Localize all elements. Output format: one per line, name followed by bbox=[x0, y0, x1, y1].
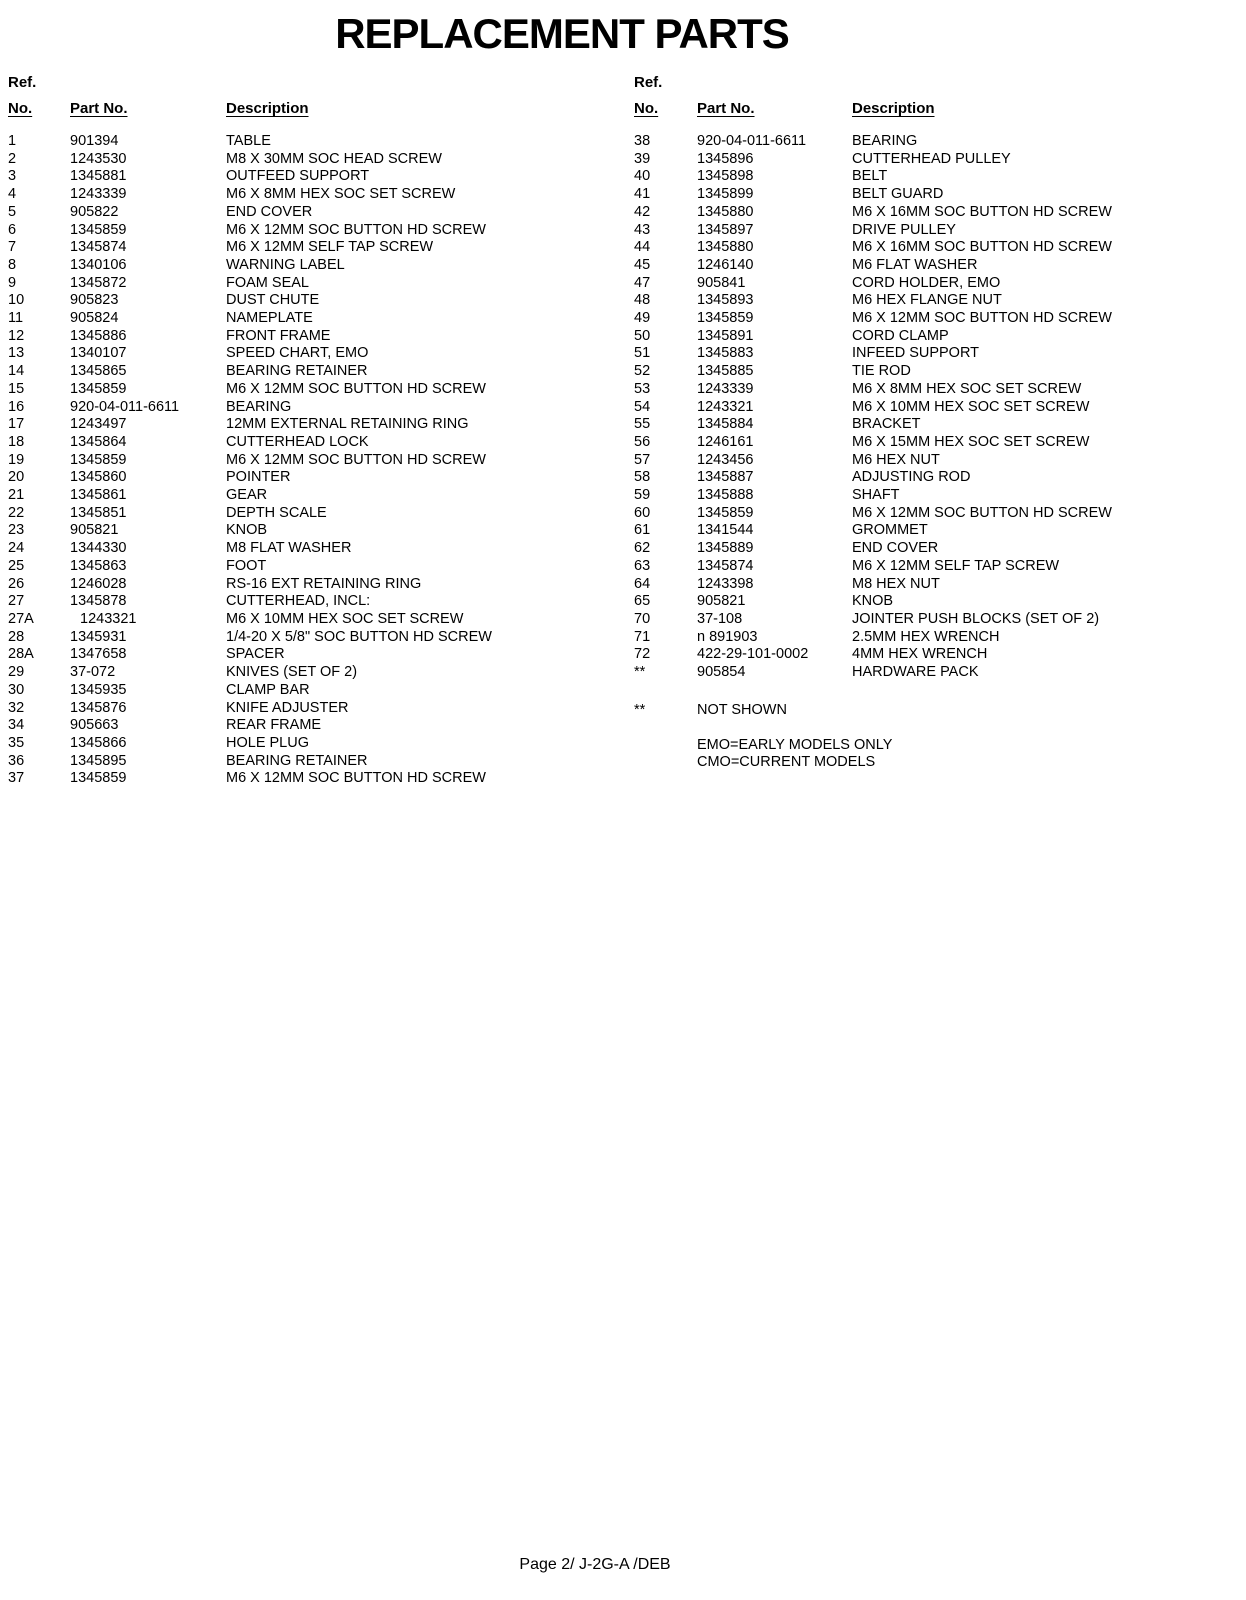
part-no-cell: 901394 bbox=[70, 133, 119, 149]
description-cell: HARDWARE PACK bbox=[852, 664, 979, 681]
ref-no-cell: 56 bbox=[634, 433, 651, 450]
description-cell: FRONT FRAME bbox=[226, 327, 331, 344]
part-no-cell: 1345897 bbox=[697, 221, 754, 238]
description-cell: WARNING LABEL bbox=[226, 256, 345, 273]
ref-no-cell: 7 bbox=[8, 239, 17, 256]
part-no-cell: 1345893 bbox=[697, 292, 754, 309]
column-header-description: Description bbox=[852, 100, 935, 117]
table-row bbox=[634, 239, 1242, 257]
part-no-cell: 1345880 bbox=[697, 203, 754, 220]
part-no-cell: 1345895 bbox=[70, 752, 127, 769]
ref-no-cell: 42 bbox=[634, 203, 651, 220]
table-row bbox=[634, 292, 1242, 310]
description-cell: HOLE PLUG bbox=[226, 734, 309, 751]
table-row bbox=[634, 664, 1242, 682]
description-cell: GROMMET bbox=[852, 522, 928, 539]
ref-no-cell: 16 bbox=[8, 398, 25, 415]
description-cell: BEARING bbox=[226, 398, 292, 415]
table-row bbox=[634, 151, 1242, 169]
table-row bbox=[634, 469, 1242, 487]
table-row bbox=[8, 664, 623, 682]
table-row bbox=[8, 469, 623, 487]
table-row bbox=[8, 328, 623, 346]
table-row bbox=[8, 151, 623, 169]
part-no-cell: 1345876 bbox=[70, 699, 127, 716]
table-row bbox=[8, 682, 623, 700]
part-no-cell: 905822 bbox=[70, 203, 119, 220]
description-cell: M6 X 12MM SOC BUTTON HD SCREW bbox=[226, 221, 486, 238]
description-cell: NAMEPLATE bbox=[226, 310, 313, 327]
table-row bbox=[634, 576, 1242, 594]
description-cell: M6 X 12MM SOC BUTTON HD SCREW bbox=[226, 380, 486, 397]
page-title: REPLACEMENT PARTS bbox=[335, 10, 789, 57]
part-no-cell: 1345860 bbox=[70, 469, 127, 486]
table-row bbox=[8, 717, 623, 735]
table-row bbox=[8, 416, 623, 434]
ref-no-cell: 71 bbox=[634, 628, 651, 645]
table-row bbox=[8, 611, 623, 629]
table-row bbox=[8, 576, 623, 594]
description-cell: FOOT bbox=[226, 557, 267, 574]
ref-no-cell: 48 bbox=[634, 292, 651, 309]
part-no-cell: 1345935 bbox=[70, 681, 127, 698]
table-row bbox=[634, 328, 1242, 346]
part-no-cell: 905821 bbox=[70, 522, 119, 539]
ref-no-cell: 2 bbox=[8, 150, 17, 167]
part-no-cell: 905823 bbox=[70, 292, 119, 309]
description-cell: ADJUSTING ROD bbox=[852, 469, 971, 486]
table-header-row bbox=[634, 100, 1242, 130]
description-cell: KNIVES (SET OF 2) bbox=[226, 664, 358, 681]
part-no-cell: 1243497 bbox=[70, 416, 127, 433]
ref-no-cell: 17 bbox=[8, 416, 25, 433]
description-cell: INFEED SUPPORT bbox=[852, 345, 980, 362]
description-cell: KNIFE ADJUSTER bbox=[226, 699, 349, 716]
ref-no-cell: 22 bbox=[8, 504, 25, 521]
ref-no-cell: 12 bbox=[8, 327, 25, 344]
description-cell: BRACKET bbox=[852, 416, 921, 433]
description-cell: DRIVE PULLEY bbox=[852, 221, 956, 238]
ref-no-cell: 21 bbox=[8, 487, 25, 504]
ref-no-cell: 61 bbox=[634, 522, 651, 539]
description-cell: 1/4-20 X 5/8" SOC BUTTON HD SCREW bbox=[226, 628, 492, 645]
description-cell: CUTTERHEAD, INCL: bbox=[226, 593, 371, 610]
table-row bbox=[634, 505, 1242, 523]
table-row bbox=[8, 487, 623, 505]
ref-no-cell: 49 bbox=[634, 310, 651, 327]
table-row bbox=[634, 310, 1242, 328]
ref-no-cell: 63 bbox=[634, 557, 651, 574]
table-row bbox=[8, 629, 623, 647]
description-cell: DUST CHUTE bbox=[226, 292, 320, 309]
table-row bbox=[8, 310, 623, 328]
table-row bbox=[8, 770, 623, 788]
table-row bbox=[8, 434, 623, 452]
ref-no-cell: 23 bbox=[8, 522, 25, 539]
table-row bbox=[8, 239, 623, 257]
part-no-cell: 920-04-011-6611 bbox=[70, 398, 180, 415]
parts-table-right bbox=[634, 74, 1242, 772]
column-header-part-no: Part No. bbox=[697, 100, 755, 117]
table-row bbox=[8, 646, 623, 664]
description-cell: 4MM HEX WRENCH bbox=[852, 646, 988, 663]
not-shown-label: NOT SHOWN bbox=[697, 701, 787, 718]
description-cell: M6 X 12MM SOC BUTTON HD SCREW bbox=[226, 451, 486, 468]
part-no-cell: 1243339 bbox=[697, 380, 754, 397]
description-cell: REAR FRAME bbox=[226, 717, 322, 734]
description-cell: CLAMP BAR bbox=[226, 681, 310, 698]
description-cell: END COVER bbox=[852, 540, 939, 557]
table-row bbox=[634, 222, 1242, 240]
ref-no-cell: 54 bbox=[634, 398, 651, 415]
description-cell: M6 X 8MM HEX SOC SET SCREW bbox=[852, 380, 1082, 397]
ref-no-cell: 28 bbox=[8, 628, 25, 645]
table-row bbox=[634, 381, 1242, 399]
part-no-cell: 1345884 bbox=[697, 416, 754, 433]
ref-no-cell: 11 bbox=[8, 310, 24, 327]
ref-no-cell: 1 bbox=[8, 133, 17, 149]
ref-no-cell: 13 bbox=[8, 345, 25, 362]
table-row bbox=[634, 558, 1242, 576]
part-no-cell: 1345859 bbox=[70, 221, 127, 238]
legend-cmo: CMO=CURRENT MODELS bbox=[697, 754, 876, 771]
description-cell: 12MM EXTERNAL RETAINING RING bbox=[226, 416, 469, 433]
ref-no-cell: 45 bbox=[634, 256, 651, 273]
description-cell: CORD CLAMP bbox=[852, 327, 949, 344]
table-row bbox=[634, 168, 1242, 186]
table-row bbox=[8, 204, 623, 222]
description-cell: M8 FLAT WASHER bbox=[226, 540, 352, 557]
ref-label: Ref. bbox=[634, 74, 663, 91]
part-no-cell: 1345851 bbox=[70, 504, 127, 521]
table-row bbox=[8, 735, 623, 753]
table-row bbox=[634, 363, 1242, 381]
table-row bbox=[8, 505, 623, 523]
table-row bbox=[634, 629, 1242, 647]
description-cell: BEARING bbox=[852, 133, 918, 149]
part-no-cell: 920-04-011-6611 bbox=[697, 133, 807, 149]
ref-no-cell: 29 bbox=[8, 664, 25, 681]
not-shown-note bbox=[634, 702, 1242, 720]
ref-no-cell: 14 bbox=[8, 363, 25, 380]
ref-no-cell: 38 bbox=[634, 133, 651, 149]
table-row bbox=[634, 593, 1242, 611]
table-row bbox=[634, 452, 1242, 470]
part-no-cell: 1345880 bbox=[697, 239, 754, 256]
ref-no-cell: 28A bbox=[8, 646, 34, 663]
part-no-cell: 1345864 bbox=[70, 433, 127, 450]
description-cell: M6 HEX FLANGE NUT bbox=[852, 292, 1002, 309]
ref-no-cell: 37 bbox=[8, 770, 25, 787]
description-cell: M6 X 12MM SOC BUTTON HD SCREW bbox=[852, 504, 1112, 521]
part-no-cell: 1345931 bbox=[70, 628, 127, 645]
part-no-cell: 1345859 bbox=[697, 504, 754, 521]
description-cell: END COVER bbox=[226, 203, 313, 220]
column-header-part-no: Part No. bbox=[70, 100, 128, 117]
table-row bbox=[634, 487, 1242, 505]
ref-no-cell: 58 bbox=[634, 469, 651, 486]
table-rows bbox=[8, 133, 623, 788]
table-row bbox=[634, 434, 1242, 452]
table-row bbox=[8, 522, 623, 540]
part-no-cell: 1347658 bbox=[70, 646, 127, 663]
part-no-cell: 37-072 bbox=[70, 664, 116, 681]
part-no-cell: 1345891 bbox=[697, 327, 754, 344]
description-cell: KNOB bbox=[852, 593, 894, 610]
description-cell: BELT bbox=[852, 168, 888, 185]
part-no-cell: 1246140 bbox=[697, 256, 754, 273]
part-no-cell: 1243339 bbox=[70, 186, 127, 203]
column-header-no: No. bbox=[634, 100, 659, 117]
table-row bbox=[8, 452, 623, 470]
model-legend bbox=[634, 737, 1242, 772]
ref-no-cell: 40 bbox=[634, 168, 651, 185]
part-no-cell: 1345859 bbox=[697, 310, 754, 327]
ref-no-cell: 43 bbox=[634, 221, 651, 238]
ref-no-cell: 15 bbox=[8, 380, 25, 397]
description-cell: BELT GUARD bbox=[852, 186, 944, 203]
part-no-cell: 1345866 bbox=[70, 734, 127, 751]
part-no-cell: 1345865 bbox=[70, 363, 127, 380]
part-no-cell: 1243530 bbox=[70, 150, 127, 167]
ref-no-cell: 72 bbox=[634, 646, 651, 663]
ref-no-cell: 27A bbox=[8, 610, 34, 627]
ref-no-cell: 57 bbox=[634, 451, 651, 468]
table-row bbox=[8, 257, 623, 275]
part-no-cell: 905854 bbox=[697, 664, 746, 681]
ref-no-cell: 24 bbox=[8, 540, 25, 557]
description-cell: M6 HEX NUT bbox=[852, 451, 940, 468]
ref-no-cell: 3 bbox=[8, 168, 17, 185]
description-cell: SPEED CHART, EMO bbox=[226, 345, 369, 362]
part-no-cell: 1243398 bbox=[697, 575, 754, 592]
table-row bbox=[8, 700, 623, 718]
part-no-cell: 1345885 bbox=[697, 363, 754, 380]
part-no-cell: 1243456 bbox=[697, 451, 754, 468]
part-no-cell: 1345863 bbox=[70, 557, 127, 574]
table-header-row bbox=[8, 100, 623, 130]
description-cell: M6 FLAT WASHER bbox=[852, 256, 978, 273]
part-no-cell: 1341544 bbox=[697, 522, 754, 539]
table-row bbox=[8, 222, 623, 240]
table-row bbox=[8, 363, 623, 381]
table-row bbox=[634, 345, 1242, 363]
page-footer: Page 2/ J-2G-A /DEB bbox=[519, 1556, 671, 1573]
table-row bbox=[634, 186, 1242, 204]
ref-no-cell: 8 bbox=[8, 256, 17, 273]
part-no-cell: 1340106 bbox=[70, 256, 127, 273]
description-cell: OUTFEED SUPPORT bbox=[226, 168, 370, 185]
part-no-cell: 1243321 bbox=[80, 610, 137, 627]
ref-no-cell: 6 bbox=[8, 221, 17, 238]
part-no-cell: 1345872 bbox=[70, 274, 127, 291]
description-cell: M6 X 15MM HEX SOC SET SCREW bbox=[852, 433, 1090, 450]
table-row bbox=[634, 416, 1242, 434]
table-row bbox=[8, 399, 623, 417]
ref-no-cell: ** bbox=[634, 664, 646, 681]
ref-no-cell: 47 bbox=[634, 274, 651, 291]
ref-no-cell: 19 bbox=[8, 451, 25, 468]
table-rows bbox=[634, 133, 1242, 682]
description-cell: CUTTERHEAD PULLEY bbox=[852, 150, 1011, 167]
table-row bbox=[8, 558, 623, 576]
table-row bbox=[634, 257, 1242, 275]
ref-no-cell: 25 bbox=[8, 557, 25, 574]
part-no-cell: 905821 bbox=[697, 593, 746, 610]
table-row bbox=[634, 646, 1242, 664]
description-cell: BEARING RETAINER bbox=[226, 363, 368, 380]
ref-no-cell: 70 bbox=[634, 610, 651, 627]
part-no-cell: 1345874 bbox=[70, 239, 127, 256]
description-cell: JOINTER PUSH BLOCKS (SET OF 2) bbox=[852, 610, 1100, 627]
description-cell: M6 X 12MM SELF TAP SCREW bbox=[852, 557, 1060, 574]
part-no-cell: 1345899 bbox=[697, 186, 754, 203]
part-no-cell: 905841 bbox=[697, 274, 746, 291]
ref-no-cell: 39 bbox=[634, 150, 651, 167]
part-no-cell: 1344330 bbox=[70, 540, 127, 557]
part-no-cell: 1345898 bbox=[697, 168, 754, 185]
description-cell: M8 X 30MM SOC HEAD SCREW bbox=[226, 150, 442, 167]
ref-no-cell: 20 bbox=[8, 469, 25, 486]
not-shown-marker: ** bbox=[634, 701, 646, 718]
part-no-cell: 1345887 bbox=[697, 469, 754, 486]
table-row bbox=[8, 133, 623, 151]
column-header-description: Description bbox=[226, 100, 309, 117]
description-cell: M6 X 16MM SOC BUTTON HD SCREW bbox=[852, 203, 1112, 220]
ref-no-cell: 32 bbox=[8, 699, 25, 716]
table-row bbox=[634, 522, 1242, 540]
description-cell: TIE ROD bbox=[852, 363, 911, 380]
part-no-cell: 1345859 bbox=[70, 451, 127, 468]
legend-emo: EMO=EARLY MODELS ONLY bbox=[697, 736, 893, 753]
ref-no-cell: 10 bbox=[8, 292, 25, 309]
description-cell: M6 X 10MM HEX SOC SET SCREW bbox=[226, 610, 464, 627]
part-no-cell: n 891903 bbox=[697, 628, 758, 645]
part-no-cell: 1345878 bbox=[70, 593, 127, 610]
description-cell: CUTTERHEAD LOCK bbox=[226, 433, 369, 450]
part-no-cell: 1345861 bbox=[70, 487, 127, 504]
description-cell: CORD HOLDER, EMO bbox=[852, 274, 1001, 291]
table-row bbox=[634, 399, 1242, 417]
part-no-cell: 905824 bbox=[70, 310, 119, 327]
description-cell: M6 X 8MM HEX SOC SET SCREW bbox=[226, 186, 456, 203]
part-no-cell: 37-108 bbox=[697, 610, 743, 627]
part-no-cell: 1345886 bbox=[70, 327, 127, 344]
ref-no-cell: 9 bbox=[8, 274, 17, 291]
part-no-cell: 1345896 bbox=[697, 150, 754, 167]
table-row bbox=[8, 168, 623, 186]
ref-no-cell: 62 bbox=[634, 540, 651, 557]
ref-no-cell: 50 bbox=[634, 327, 651, 344]
footnotes bbox=[634, 702, 1242, 772]
description-cell: FOAM SEAL bbox=[226, 274, 309, 291]
ref-no-cell: 55 bbox=[634, 416, 651, 433]
description-cell: M8 HEX NUT bbox=[852, 575, 940, 592]
ref-no-cell: 64 bbox=[634, 575, 651, 592]
table-row bbox=[634, 611, 1242, 629]
part-no-cell: 1345874 bbox=[697, 557, 754, 574]
table-row bbox=[634, 204, 1242, 222]
ref-no-cell: 30 bbox=[8, 681, 25, 698]
description-cell: TABLE bbox=[226, 133, 271, 149]
ref-no-cell: 35 bbox=[8, 734, 25, 751]
ref-no-cell: 27 bbox=[8, 593, 25, 610]
description-cell: SPACER bbox=[226, 646, 285, 663]
description-cell: M6 X 12MM SOC BUTTON HD SCREW bbox=[226, 770, 486, 787]
part-no-cell: 1345889 bbox=[697, 540, 754, 557]
parts-table-left bbox=[8, 74, 623, 788]
table-row bbox=[8, 381, 623, 399]
description-cell: 2.5MM HEX WRENCH bbox=[852, 628, 1000, 645]
ref-no-cell: 44 bbox=[634, 239, 651, 256]
part-no-cell: 1246161 bbox=[697, 433, 754, 450]
description-cell: SHAFT bbox=[852, 487, 900, 504]
description-cell: KNOB bbox=[226, 522, 268, 539]
part-no-cell: 1345883 bbox=[697, 345, 754, 362]
ref-no-cell: 51 bbox=[634, 345, 651, 362]
description-cell: M6 X 10MM HEX SOC SET SCREW bbox=[852, 398, 1090, 415]
description-cell: DEPTH SCALE bbox=[226, 504, 327, 521]
part-no-cell: 905663 bbox=[70, 717, 119, 734]
table-row bbox=[8, 345, 623, 363]
ref-no-cell: 5 bbox=[8, 203, 17, 220]
ref-no-cell: 26 bbox=[8, 575, 25, 592]
ref-no-cell: 4 bbox=[8, 186, 17, 203]
ref-no-cell: 18 bbox=[8, 433, 25, 450]
description-cell: RS-16 EXT RETAINING RING bbox=[226, 575, 422, 592]
table-row bbox=[634, 275, 1242, 293]
table-row bbox=[634, 540, 1242, 558]
ref-label: Ref. bbox=[8, 74, 37, 91]
part-no-cell: 1345859 bbox=[70, 770, 127, 787]
part-no-cell: 1246028 bbox=[70, 575, 127, 592]
description-cell: M6 X 12MM SELF TAP SCREW bbox=[226, 239, 434, 256]
ref-no-cell: 60 bbox=[634, 504, 651, 521]
ref-no-cell: 65 bbox=[634, 593, 651, 610]
column-header-no: No. bbox=[8, 100, 33, 117]
ref-no-cell: 52 bbox=[634, 363, 651, 380]
table-row bbox=[8, 292, 623, 310]
part-no-cell: 1340107 bbox=[70, 345, 127, 362]
table-row bbox=[8, 540, 623, 558]
ref-no-cell: 53 bbox=[634, 380, 651, 397]
description-cell: M6 X 16MM SOC BUTTON HD SCREW bbox=[852, 239, 1112, 256]
part-no-cell: 1243321 bbox=[697, 398, 754, 415]
ref-no-cell: 59 bbox=[634, 487, 651, 504]
description-cell: BEARING RETAINER bbox=[226, 752, 368, 769]
description-cell: GEAR bbox=[226, 487, 268, 504]
ref-no-cell: 41 bbox=[634, 186, 651, 203]
table-row bbox=[8, 753, 623, 771]
part-no-cell: 1345881 bbox=[70, 168, 127, 185]
part-no-cell: 1345888 bbox=[697, 487, 754, 504]
table-row bbox=[8, 186, 623, 204]
table-row bbox=[8, 593, 623, 611]
ref-no-cell: 34 bbox=[8, 717, 25, 734]
part-no-cell: 1345859 bbox=[70, 380, 127, 397]
table-row bbox=[8, 275, 623, 293]
description-cell: M6 X 12MM SOC BUTTON HD SCREW bbox=[852, 310, 1112, 327]
description-cell: POINTER bbox=[226, 469, 291, 486]
ref-no-cell: 36 bbox=[8, 752, 25, 769]
table-row bbox=[634, 133, 1242, 151]
part-no-cell: 422-29-101-0002 bbox=[697, 646, 809, 663]
